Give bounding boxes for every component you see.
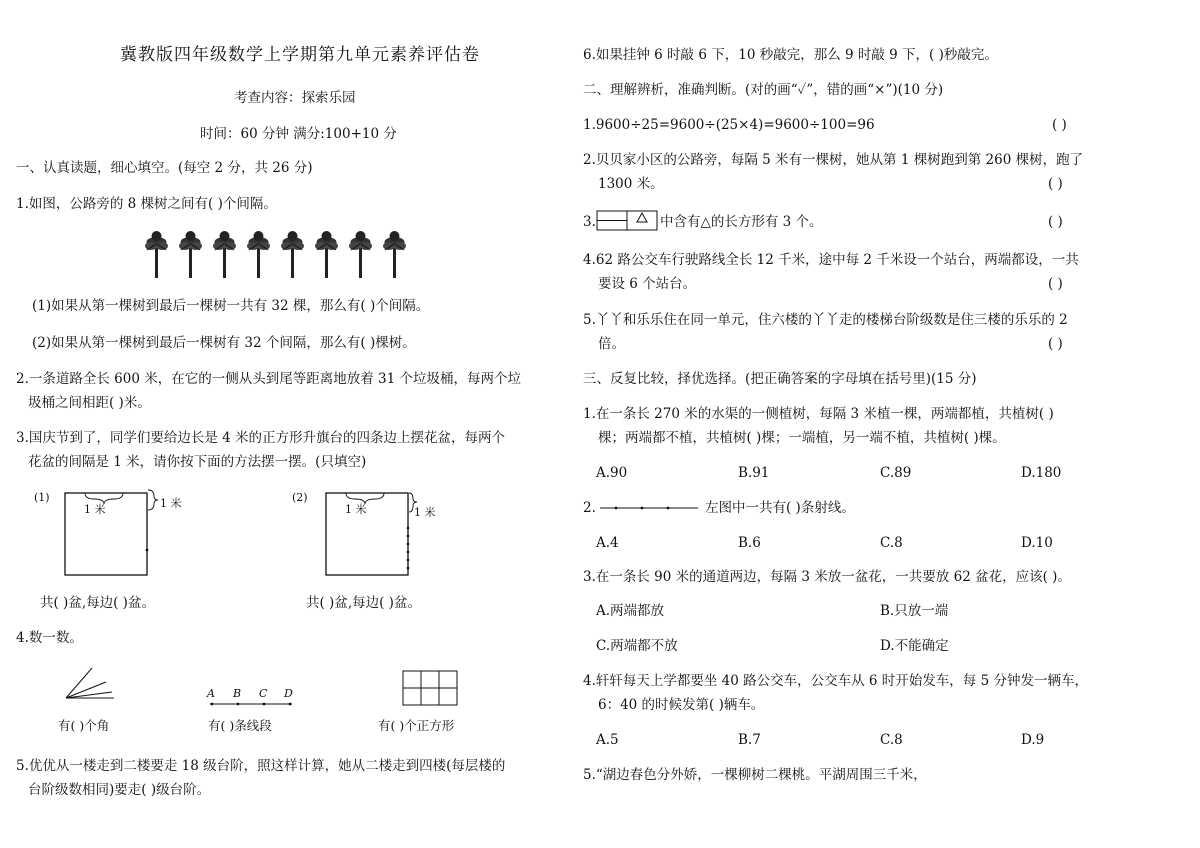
question-3-answer-1: 共( )盆,每边( )盆。 (40, 595, 155, 611)
angle-rays-figure (64, 666, 124, 706)
count-square-label: 有( )个正方形 (378, 718, 455, 733)
choice-4-option-a: A.5 (596, 732, 619, 748)
choice-3: 3.在一条长 90 米的通道两边，每隔 3 米放一盆花，一共要放 62 盆花，应该( )。 (583, 569, 1071, 585)
point-b-label: B (233, 687, 242, 700)
figure-1-height-label: 1 米 (160, 497, 182, 510)
judge-3-number: 3. (583, 214, 596, 230)
judge-2-line1: 2.贝贝家小区的公路旁，每隔 5 米有一棵树，她从第 1 棵树跑到第 260 棵树，跑了 (583, 152, 1084, 168)
section1-heading: 一、认真读题，细心填空。(每空 2 分，共 26 分) (16, 160, 313, 176)
judge-4-paren: ( ) (1048, 276, 1063, 292)
question-3-line1: 3.国庆节到了，同学们要给边长是 4 米的正方形升旗台的四条边上摆花盆，每两个 (16, 430, 506, 446)
choice-1-line2: 棵；两端都不植，共植树( )棵；一端植，另一端不植，共植树( )棵。 (598, 430, 1006, 446)
choice-2-option-d: D.10 (1021, 535, 1053, 551)
question-1b: (2)如果从第一棵树到最后一棵树有 32 个间隔，那么有( )棵树。 (32, 335, 416, 351)
palm-tree-icon (145, 231, 168, 278)
time-info: 时间：60 分钟 满分:100+10 分 (200, 126, 397, 142)
rectangle-triangle-figure (596, 210, 660, 232)
judge-1: 1.9600÷25=9600÷(25×4)=9600÷100=96 (583, 117, 875, 133)
point-d-label: D (284, 687, 293, 700)
question-6: 6.如果挂钟 6 时敲 6 下，10 秒敲完，那么 9 时敲 9 下，( )秒敲完。 (583, 47, 998, 63)
question-3-line2: 花盆的间隔是 1 米，请你按下面的方法摆一摆。(只填空) (28, 454, 367, 470)
figure-1-width-label: 1 米 (84, 503, 106, 516)
choice-2-text: 左图中一共有( )条射线。 (705, 500, 855, 516)
judge-2-line2: 1300 米。 (598, 176, 664, 192)
choice-3-option-c: C.两端都不放 (596, 638, 678, 654)
figure-1-tag: (1) (34, 491, 50, 504)
choice-4-option-c: C.8 (880, 732, 903, 748)
judge-3-paren: ( ) (1048, 214, 1063, 230)
question-1a: (1)如果从第一棵树到最后一棵树一共有 32 棵，那么有( )个间隔。 (32, 298, 430, 314)
choice-2-number: 2. (583, 500, 596, 516)
section2-heading: 二、理解辨析，准确判断。(对的画“✓”，错的画“×”)(10 分) (583, 82, 944, 98)
choice-4-option-d: D.9 (1021, 732, 1045, 748)
choice-5: 5.“湖边春色分外娇，一棵柳树二棵桃。平湖周围三千米， (583, 767, 927, 783)
count-segment-label: 有( )条线段 (208, 718, 272, 733)
question-3-answer-2: 共( )盆,每边( )盆。 (306, 595, 421, 611)
choice-3-option-d: D.不能确定 (880, 638, 949, 654)
choice-4-line2: 6：40 的时候发第( )辆车。 (598, 697, 765, 713)
judge-1-paren: ( ) (1052, 117, 1067, 133)
question-2-line1: 2.一条道路全长 600 米，在它的一侧从头到尾等距离地放着 31 个垃圾桶，每两个垃 (16, 371, 521, 387)
palm-trees-figure (145, 230, 435, 280)
question-4: 4.数一数。 (16, 630, 83, 646)
choice-1-line1: 1.在一条长 270 米的水渠的一侧植树，每隔 3 米植一棵，两端都植，共植树( ) (583, 406, 1054, 422)
question-1: 1.如图，公路旁的 8 棵树之间有( )个间隔。 (16, 196, 277, 212)
ray-points-figure (598, 503, 708, 513)
judge-2-paren: ( ) (1048, 176, 1063, 192)
question-5-line2: 台阶级数相同)要走( )级台阶。 (28, 782, 211, 798)
choice-3-option-b: B.只放一端 (880, 603, 949, 619)
choice-4-line1: 4.轩轩每天上学都要坐 40 路公交车，公交车从 6 时开始发车，每 5 分钟发一辆车， (583, 673, 1088, 689)
question-5-line1: 5.优优从一楼走到二楼要走 18 级台阶，照这样计算，她从二楼走到四楼(每层楼的 (16, 758, 506, 774)
point-c-label: C (259, 687, 268, 700)
judge-5-paren: ( ) (1048, 336, 1063, 352)
choice-1-option-c: C.89 (880, 465, 912, 481)
point-a-label: A (207, 687, 215, 700)
choice-1-option-a: A.90 (596, 465, 628, 481)
choice-2-option-a: A.4 (596, 535, 619, 551)
choice-3-option-a: A.两端都放 (596, 603, 665, 619)
choice-2-option-c: C.8 (880, 535, 903, 551)
choice-1-option-b: B.91 (738, 465, 770, 481)
judge-4-line2: 要设 6 个站台。 (598, 276, 697, 292)
choice-2-option-b: B.6 (738, 535, 761, 551)
judge-5-line1: 5.丫丫和乐乐住在同一单元，住六楼的丫丫走的楼梯台阶级数是住三楼的乐乐的 2 (583, 312, 1068, 328)
square-grid-figure (402, 670, 462, 710)
choice-1-option-d: D.180 (1021, 465, 1062, 481)
page-subtitle: 考查内容：探索乐园 (234, 90, 356, 106)
judge-5-line2: 倍。 (598, 336, 625, 352)
judge-3-text: 中含有△的长方形有 3 个。 (660, 214, 823, 230)
figure-2-height-label: 1 米 (414, 506, 436, 519)
count-angle-label: 有( )个角 (58, 718, 110, 733)
judge-4-line1: 4.62 路公交车行驶路线全长 12 千米，途中每 2 千米设一个站台，两端都设，一共 (583, 252, 1079, 268)
figure-2-tag: (2) (292, 491, 308, 504)
question-2-line2: 圾桶之间相距( )米。 (28, 395, 151, 411)
choice-4-option-b: B.7 (738, 732, 761, 748)
section3-heading: 三、反复比较，择优选择。(把正确答案的字母填在括号里)(15 分) (583, 371, 977, 387)
figure-2-width-label: 1 米 (345, 503, 367, 516)
page-title: 冀教版四年级数学上学期第九单元素养评估卷 (120, 45, 480, 65)
